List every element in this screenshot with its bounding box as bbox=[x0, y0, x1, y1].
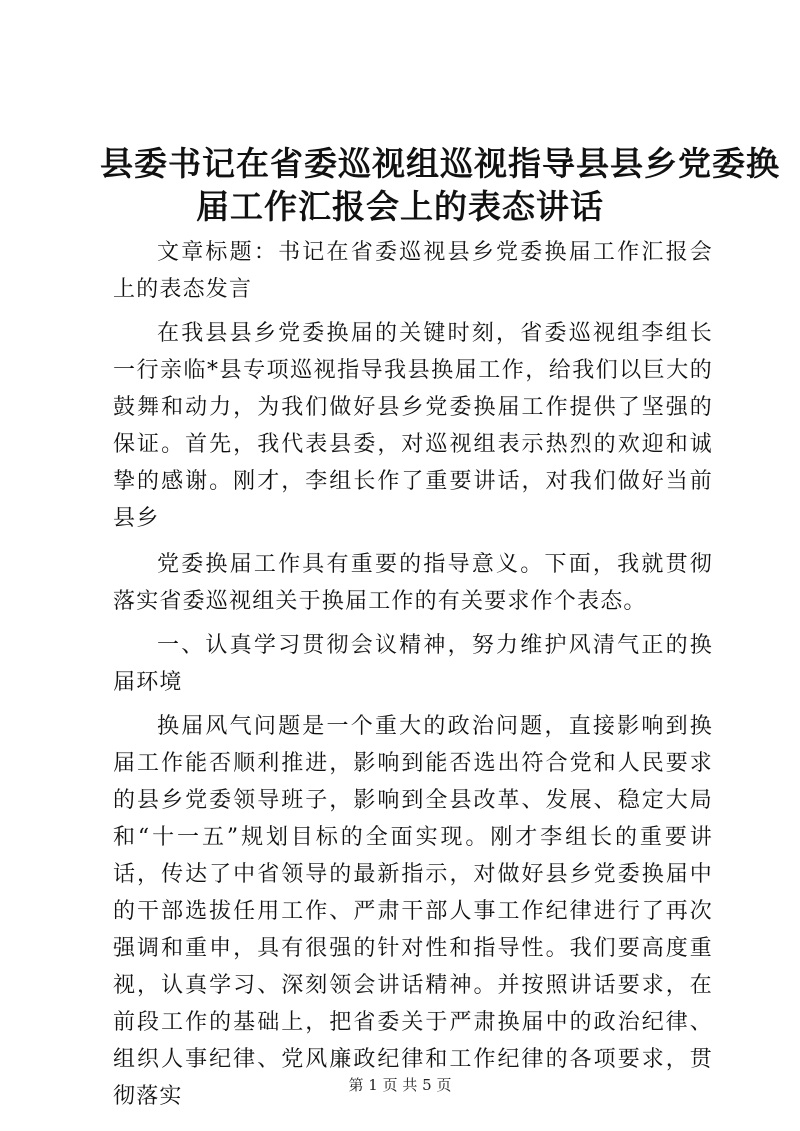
paragraph-intro-continued: 党委换届工作具有重要的指导意义。下面，我就贯彻落实省委巡视组关于换届工作的有关要求作个表态。 bbox=[113, 552, 713, 614]
page-number-footer: 第 1 页 共 5 页 bbox=[348, 1076, 452, 1094]
paragraph-section-1-body: 换届风气问题是一个重大的政治问题，直接影响到换届工作能否顺利推进，影响到能否选出符合党和人民要求的县乡党委领导班子，影响到全县改革、发展、稳定大局和“十一五”规划目标的全面实现。刚才李组长的重要讲话，传达了中省领导的最新指示，对做好县乡党委换届中的干部选拔任用工作、严肃干部人事工作纪律进行了再次强调和重申，具有很强的针对性和指导性。我们要高度重视，认真学习、深刻领会讲话精神。并按照讲话要求，在前段工作的基础上，把省委关于严肃换届中的政治纪律、组织人事纪律、党风廉政纪律和工作纪律的各项要求，贯彻落实 bbox=[113, 714, 713, 1109]
document-body bbox=[113, 234, 713, 1115]
paragraph-article-title: 文章标题：书记在省委巡视县乡党委换届工作汇报会上的表态发言 bbox=[113, 240, 713, 302]
section-heading-1: 一、认真学习贯彻会议精神，努力维护风清气正的换届环境 bbox=[113, 633, 713, 695]
paragraph-intro: 在我县县乡党委换届的关键时刻，省委巡视组李组长一行亲临*县专项巡视指导我县换届工作，给我们以巨大的鼓舞和动力，为我们做好县乡党委换届工作提供了坚强的保证。首先，我代表县委，对巡视组表示热烈的欢迎和诚挚的感谢。刚才，李组长作了重要讲话，对我们做好当前县乡 bbox=[113, 321, 713, 531]
document-title-line-2: 届工作汇报会上的表态讲话 bbox=[196, 187, 604, 226]
document-title-line-1: 县委书记在省委巡视组巡视指导县县乡党委换 bbox=[100, 144, 780, 183]
